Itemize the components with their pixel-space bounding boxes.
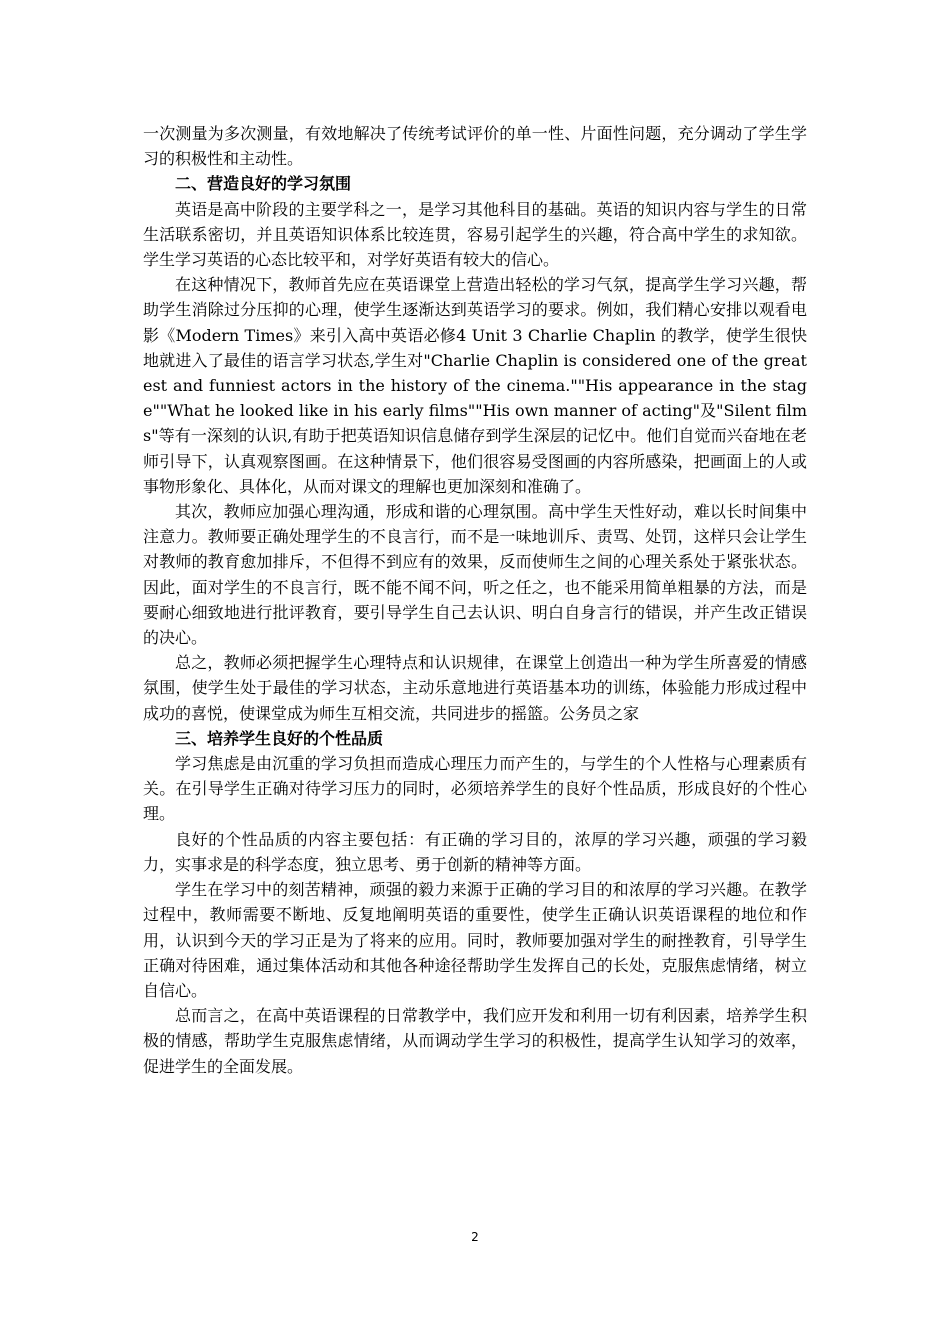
paragraph: 良好的个性品质的内容主要包括：有正确的学习目的，浓厚的学习兴趣，顽强的学习毅力，实事求是的科学态度，独立思考、勇于创新的精神等方面。 (143, 829, 807, 874)
paragraph: 英语是高中阶段的主要学科之一，是学习其他科目的基础。英语的知识内容与学生的日常生活联系密切，并且英语知识体系比较连贯，容易引起学生的兴趣，符合高中学生的求知欲。学生学习英语的心态比较平和，对学好英语有较大的信心。 (143, 199, 807, 270)
paragraph: 在这种情况下，教师首先应在英语课堂上营造出轻松的学习气氛，提高学生学习兴趣，帮助学生消除过分压抑的心理，使学生逐渐达到英语学习的要求。例如，我们精心安排以观看电影《Modern Times》来引入高中英语必修4 Unit 3 Charlie Chaplin 的教学，使学生很快地就进入了最佳的语言学习状态,学生对"Charlie Chaplin is considered one of the greatest and funniest actors in the history of the cinema.""His appearance in the stage""What he looked like in his early films""His own manner of acting"及"Silent films"等有一深刻的认识,有助于把英语知识信息储存到学生深层的记忆中。他们自觉而兴奋地在老师引导下，认真观察图画。在这种情景下，他们很容易受图画的内容所感染，把画面上的人或事物形象化、具体化，从而对课文的理解也更加深刻和准确了。 (143, 275, 807, 496)
paragraph: 学习焦虑是由沉重的学习负担而造成心理压力而产生的，与学生的个人性格与心理素质有关。在引导学生正确对待学习压力的同时，必须培养学生的良好个性品质，形成良好的个性心理。 (143, 754, 807, 824)
section-heading: 二、营造良好的学习氛围 (175, 174, 352, 194)
paragraph: 一次测量为多次测量，有效地解决了传统考试评价的单一性、片面性问题，充分调动了学生学习的积极性和主动性。 (143, 124, 807, 169)
document-body (143, 121, 807, 1079)
section-heading: 三、培养学生良好的个性品质 (175, 728, 384, 748)
paragraph: 其次，教师应加强心理沟通，形成和谐的心理氛围。高中学生天性好动，难以长时间集中注意力。教师要正确处理学生的不良言行，而不是一味地训斥、责骂、处罚，这样只会让学生对教师的教育愈加排斥，不但得不到应有的效果，反而使师生之间的心理关系处于紧张状态。因此，面对学生的不良言行，既不能不闻不问，听之任之，也不能采用简单粗暴的方法，而是要耐心细致地进行批评教育，要引导学生自己去认识、明白自身言行的错误，并产生改正错误的决心。 (143, 502, 807, 648)
paragraph: 总而言之，在高中英语课程的日常教学中，我们应开发和利用一切有利因素，培养学生积极的情感，帮助学生克服焦虑情绪，从而调动学生学习的积极性，提高学生认知学习的效率，促进学生的全面发展。 (143, 1006, 807, 1076)
paragraph: 总之，教师必须把握学生心理特点和认识规律，在课堂上创造出一种为学生所喜爱的情感氛围，使学生处于最佳的学习状态，主动乐意地进行英语基本功的训练，体验能力形成过程中成功的喜悦，使课堂成为师生互相交流，共同进步的摇篮。公务员之家 (143, 653, 807, 723)
page-number: 2 (471, 1230, 479, 1244)
paragraph: 学生在学习中的刻苦精神，顽强的毅力来源于正确的学习目的和浓厚的学习兴趣。在教学过程中，教师需要不断地、反复地阐明英语的重要性，使学生正确认识英语课程的地位和作用，认识到今天的学习正是为了将来的应用。同时，教师要加强对学生的耐挫教育，引导学生正确对待困难，通过集体活动和其他各种途径帮助学生发挥自己的长处，克服焦虑情绪，树立自信心。 (143, 880, 807, 1000)
